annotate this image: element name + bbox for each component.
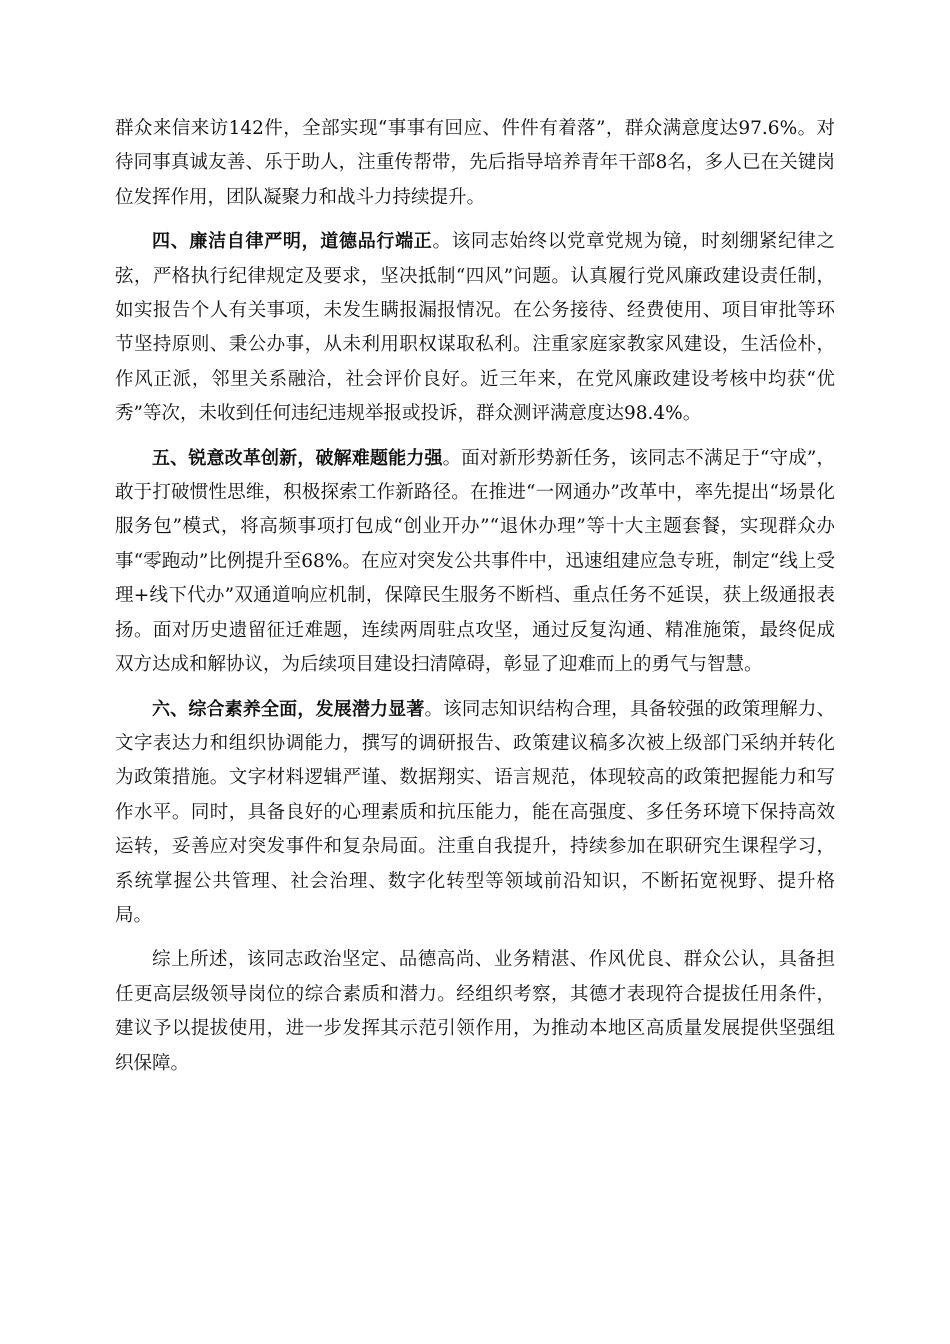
paragraph-section-6 xyxy=(115,693,835,934)
paragraph-section-4 xyxy=(115,225,835,431)
paragraph-body: 。面对新形势新任务，该同志不满足于“守成”，敢于打破惯性思维，积极探索工作新路径。在推进“一网通办”改革中，率先提出“场景化服务包”模式，将高频事项打包成“创业开办”“退休办理”等十大主题套餐，实现群众办事“零跑动”比例提升至68%。在应对突发公共事件中，迅速组建应急专班，制定“线上受理+线下代办”双通道响应机制，保障民生服务不断档、重点任务不延误，获上级通报表扬。面对历史遗留征迁难题，连续两周驻点攻坚，通过反复沟通、精准施策，最终促成双方达成和解协议，为后续项目建设扫清障碍，彰显了迎难而上的勇气与智慧。 xyxy=(115,447,836,676)
paragraph-body: 群众来信来访142件，全部实现“事事有回应、件件有着落”，群众满意度达97.6%。对待同事真诚友善、乐于助人，注重传帮带，先后指导培养青年干部8名，多人已在关键岗位发挥作用，团队凝聚力和战斗力持续提升。 xyxy=(115,118,835,208)
paragraph-body: 。该同志知识结构合理，具备较强的政策理解力、文字表达力和组织协调能力，撰写的调研报告、政策建议稿多次被上级部门采纳并转化为政策措施。文字材料逻辑严谨、数据翔实、语言规范，体现较高的政策把握能力和写作水平。同时，具备良好的心理素质和抗压能力，能在高强度、多任务环境下保持高效运转，妥善应对突发事件和复杂局面。注重自我提升，持续参加在职研究生课程学习，系统掌握公共管理、社会治理、数字化转型等领域前沿知识，不断拓宽视野、提升格局。 xyxy=(115,698,835,926)
section-heading: 四、廉洁自律严明，道德品行端正 xyxy=(152,231,433,253)
paragraph-conclusion xyxy=(115,943,835,1081)
section-heading: 五、锐意改革创新，破解难题能力强 xyxy=(152,447,443,469)
paragraph-body: 综上所述，该同志政治坚定、品德高尚、业务精湛、作风优良、群众公认，具备担任更高层级领导岗位的综合素质和潜力。经组织考察，其德才表现符合提拔任用条件，建议予以提拔使用，进一步发挥其示范引领作用，为推动本地区高质量发展提供坚强组织保障。 xyxy=(115,949,835,1074)
document-page xyxy=(115,112,835,1081)
paragraph-body: 。该同志始终以党章党规为镜，时刻绷紧纪律之弦，严格执行纪律规定及要求，坚决抵制“四风”问题。认真履行党风廉政建设责任制，如实报告个人有关事项，未发生瞒报漏报情况。在公务接待、经费使用、项目审批等环节坚持原则、秉公办事，从未利用职权谋取私利。注重家庭家教家风建设，生活俭朴，作风正派，邻里关系融洽，社会评价良好。近三年来，在党风廉政建设考核中均获“优秀”等次，未收到任何违纪违规举报或投诉，群众测评满意度达98.4%。 xyxy=(115,231,835,425)
paragraph-continuation xyxy=(115,112,835,215)
paragraph-section-5 xyxy=(115,442,835,683)
section-heading: 六、综合素养全面，发展潜力显著 xyxy=(152,698,425,720)
